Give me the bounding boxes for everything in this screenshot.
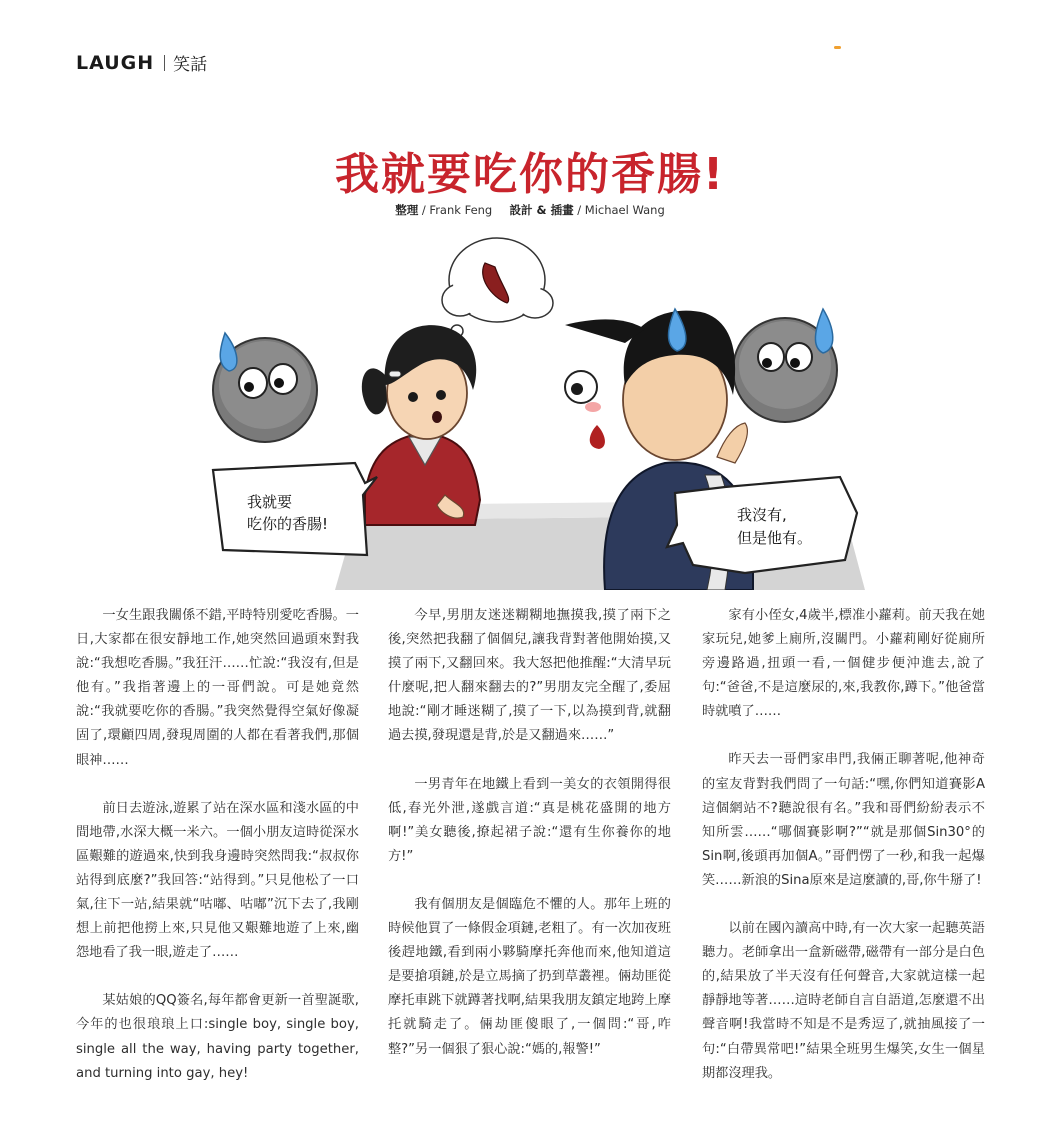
accent-mark xyxy=(834,46,841,49)
joke-paragraph: 家有小侄女,4歲半,標准小蘿莉。前天我在她家玩兒,她爹上廁所,沒關門。小蘿莉剛好從廁所旁邊路過,扭頭一看,一個健步便沖進去,說了句:“爸爸,不是這麼尿的,來,我教你,蹲下。”他爸當時就噴了…… xyxy=(702,608,985,720)
text-column-3 xyxy=(702,604,985,1110)
editor-label: 整理 xyxy=(395,203,419,217)
editor-name: / Frank Feng xyxy=(421,203,493,217)
joke-paragraph: 今早,男朋友迷迷糊糊地撫摸我,摸了兩下之後,突然把我翻了個個兒,讓我背對著他開始摸,又摸了兩下,又翻回來。我大怒把他推醒:“大清早玩什麼呢,把人翻來翻去的?”男朋友完全醒了,委屈地說:“剛才睡迷糊了,摸了一下,以為摸到背,就翻過去摸,發現還是背,於是又翻過來……” xyxy=(388,608,671,744)
grey-ball-left xyxy=(213,333,317,442)
section-label-zh: 笑話 xyxy=(173,55,208,75)
article-credit xyxy=(0,202,1060,218)
comic-illustration xyxy=(205,225,865,590)
joke-paragraph: 以前在國內讀高中時,有一次大家一起聽英語聽力。老師拿出一盒新磁帶,磁帶有一部分是白色的,結果放了半天沒有任何聲音,大家就這樣一起靜靜地等著……這時老師自言自語道,怎麼還不出聲音啊!我當時不知是不是秀逗了,就抽風接了一句:“白帶異常吧!”結果全班男生爆笑,女生一個星期都沒理我。 xyxy=(702,921,985,1081)
bubble-right-line1: 我沒有, xyxy=(737,506,787,524)
text-column-2 xyxy=(388,604,671,1086)
bubble-right-line2: 但是他有。 xyxy=(737,529,813,547)
section-divider xyxy=(164,55,165,71)
section-label-en: LAUGH xyxy=(76,51,155,74)
thought-bubble xyxy=(442,238,553,349)
joke-paragraph: 一男青年在地鐵上看到一美女的衣領開得很低,春光外泄,遂戲言道:“真是桃花盛開的地方啊!”美女聽後,撩起裙子說:“還有生你養你的地方!” xyxy=(388,776,671,864)
article-title: 我就要吃你的香腸! xyxy=(334,149,726,200)
joke-paragraph: 昨天去一哥們家串門,我倆正聊著呢,他神奇的室友背對我們問了一句話:“嘿,你們知道賽影A這個網站不?聽說很有名。”我和哥們紛紛表示不知所雲……“哪個賽影啊?”“就是那個Sin30°的Sin啊,後頭再加個A。”哥們愣了一秒,和我一起爆笑……新浪的Sina原來是這麼讀的,哥,你牛掰了! xyxy=(702,752,985,888)
text-column-1 xyxy=(76,604,359,1110)
design-name: / Michael Wang xyxy=(577,203,665,217)
girl-character xyxy=(362,325,480,525)
joke-paragraph: 前日去遊泳,遊累了站在深水區和淺水區的中間地帶,水深大概一米六。一個小朋友這時從深水區艱難的遊過來,快到我身邊時突然問我:“叔叔你站得到底麼?”我回答:“站得到。”只見他松了一口氣,往下一站,結果就“咕嘟、咕嘟”沉下去了,我剛想上前把他撈上來,只見他又艱難地遊了上來,幽怨地看了我一眼,遊走了…… xyxy=(76,800,359,961)
bubble-left-line1: 我就要 xyxy=(247,493,293,511)
design-label: 設計 & 插畫 xyxy=(509,203,574,217)
joke-paragraph: 某姑娘的QQ簽名,每年都會更新一首聖誕歌,今年的也很琅琅上口:single boy, single boy, single all the way, having party together, and turning into gay, hey! xyxy=(76,993,359,1081)
grey-ball-right xyxy=(733,309,837,422)
speech-bubble-left xyxy=(213,463,377,555)
joke-paragraph: 我有個朋友是個臨危不懼的人。那年上班的時候他買了一條假金項鏈,老粗了。有一次加夜班後趕地鐵,看到兩小夥騎摩托奔他而來,他知道這是要搶項鏈,於是立馬摘了扔到草叢裡。倆劫匪從摩托車跳下就蹲著找啊,結果我朋友鎮定地跨上摩托就騎走了。倆劫匪傻眼了,一個問:“哥,咋整?”另一個狠了狠心說:“媽的,報警!” xyxy=(388,896,671,1057)
section-header xyxy=(76,50,207,75)
speech-bubble-right xyxy=(667,477,857,573)
bubble-left-line2: 吃你的香腸! xyxy=(247,515,329,533)
joke-paragraph: 一女生跟我關係不錯,平時特別愛吃香腸。一日,大家都在很安靜地工作,她突然回過頭來對我說:“我想吃香腸。”我狂汗……忙說:“我沒有,但是他有。”我指著邊上的一哥們說。可是她竟然說:“我就要吃你的香腸。”我突然覺得空氣好像凝固了,環顧四周,發現周圍的人都在看著我們,那個眼神…… xyxy=(76,608,359,768)
